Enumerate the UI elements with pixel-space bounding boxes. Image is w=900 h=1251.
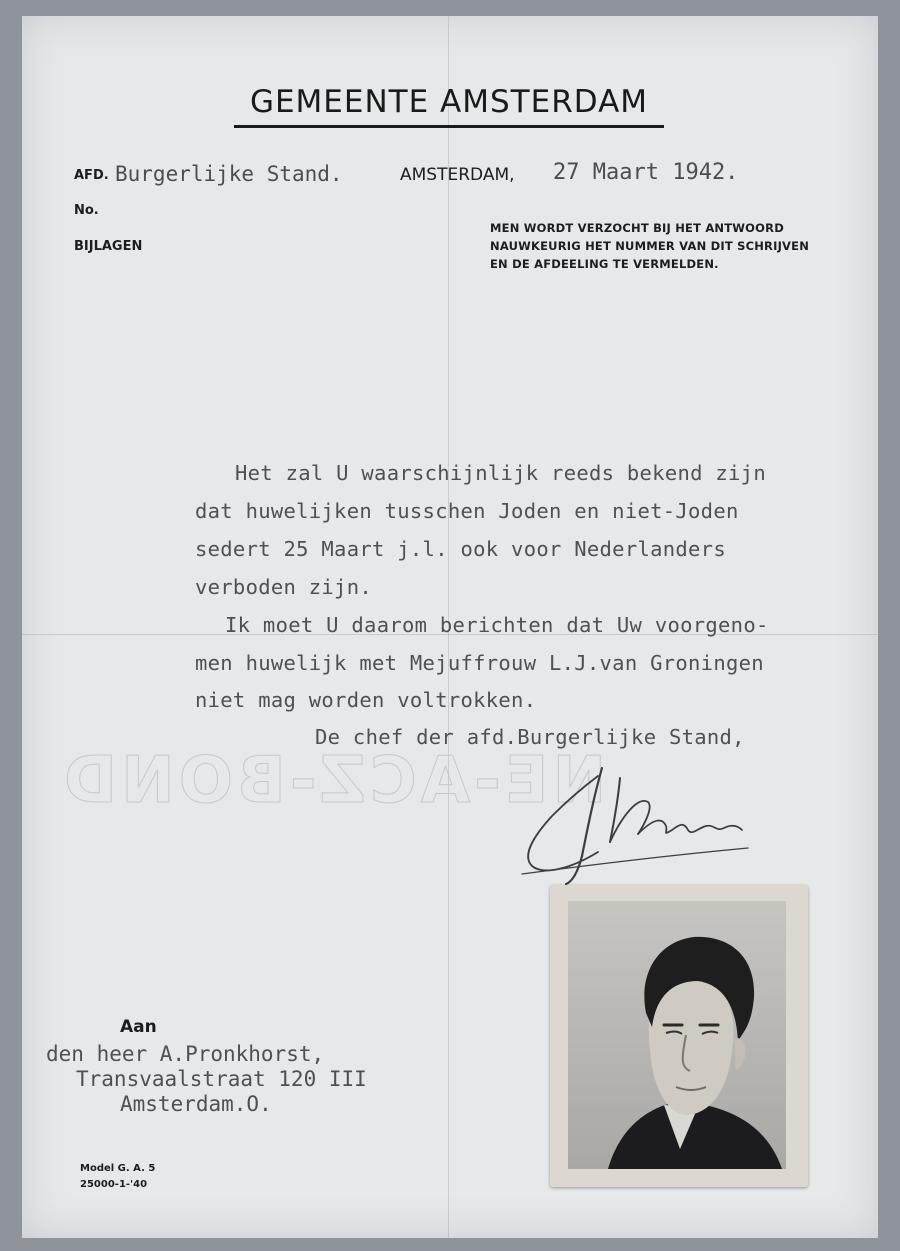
- portrait-photo-image: [568, 901, 786, 1169]
- form-model-line: 25000-1-'40: [80, 1179, 148, 1190]
- body-line: verboden zijn.: [195, 575, 372, 599]
- signatory-line: De chef der afd.Burgerlijke Stand,: [315, 725, 745, 749]
- handwritten-signature: [502, 756, 762, 896]
- number-label: No.: [74, 203, 99, 218]
- form-model-line: Model G. A. 5: [80, 1163, 156, 1174]
- recipient-line: Transvaalstraat 120 III: [76, 1067, 367, 1091]
- bijlagen-label: BIJLAGEN: [74, 239, 143, 254]
- reply-notice: [490, 219, 809, 273]
- afd-value: Burgerlijke Stand.: [115, 162, 343, 186]
- portrait-photo: [550, 885, 808, 1187]
- letter-paper: [22, 16, 878, 1238]
- letter-date: 27 Maart 1942.: [553, 160, 739, 185]
- recipient-line: den heer A.Pronkhorst,: [46, 1042, 325, 1066]
- body-line: dat huwelijken tusschen Joden en niet-Joden: [195, 499, 739, 523]
- recipient-aan-label: Aan: [120, 1017, 157, 1037]
- form-model-code: [80, 1161, 155, 1193]
- reply-notice-line: EN DE AFDEELING TE VERMELDEN.: [490, 257, 719, 271]
- recipient-line: Amsterdam.O.: [120, 1092, 272, 1116]
- embossed-watermark: NE-ACZ-BOND: [60, 744, 607, 818]
- letterhead-title: GEMEENTE AMSTERDAM: [249, 84, 649, 120]
- body-line: men huwelijk met Mejuffrouw L.J.van Groningen: [195, 651, 764, 675]
- title-underline: [234, 125, 664, 128]
- body-line: niet mag worden voltrokken.: [195, 688, 537, 712]
- afd-label: AFD.: [74, 168, 109, 183]
- body-line: sedert 25 Maart j.l. ook voor Nederlanders: [195, 537, 726, 561]
- reply-notice-line: MEN WORDT VERZOCHT BIJ HET ANTWOORD: [490, 221, 784, 235]
- portrait-figure: [568, 901, 786, 1169]
- body-line: Het zal U waarschijnlijk reeds bekend zijn: [235, 461, 766, 485]
- city-label: AMSTERDAM,: [400, 165, 515, 185]
- body-line: Ik moet U daarom berichten dat Uw voorgeno-: [225, 613, 769, 637]
- reply-notice-line: NAUWKEURIG HET NUMMER VAN DIT SCHRIJVEN: [490, 239, 810, 253]
